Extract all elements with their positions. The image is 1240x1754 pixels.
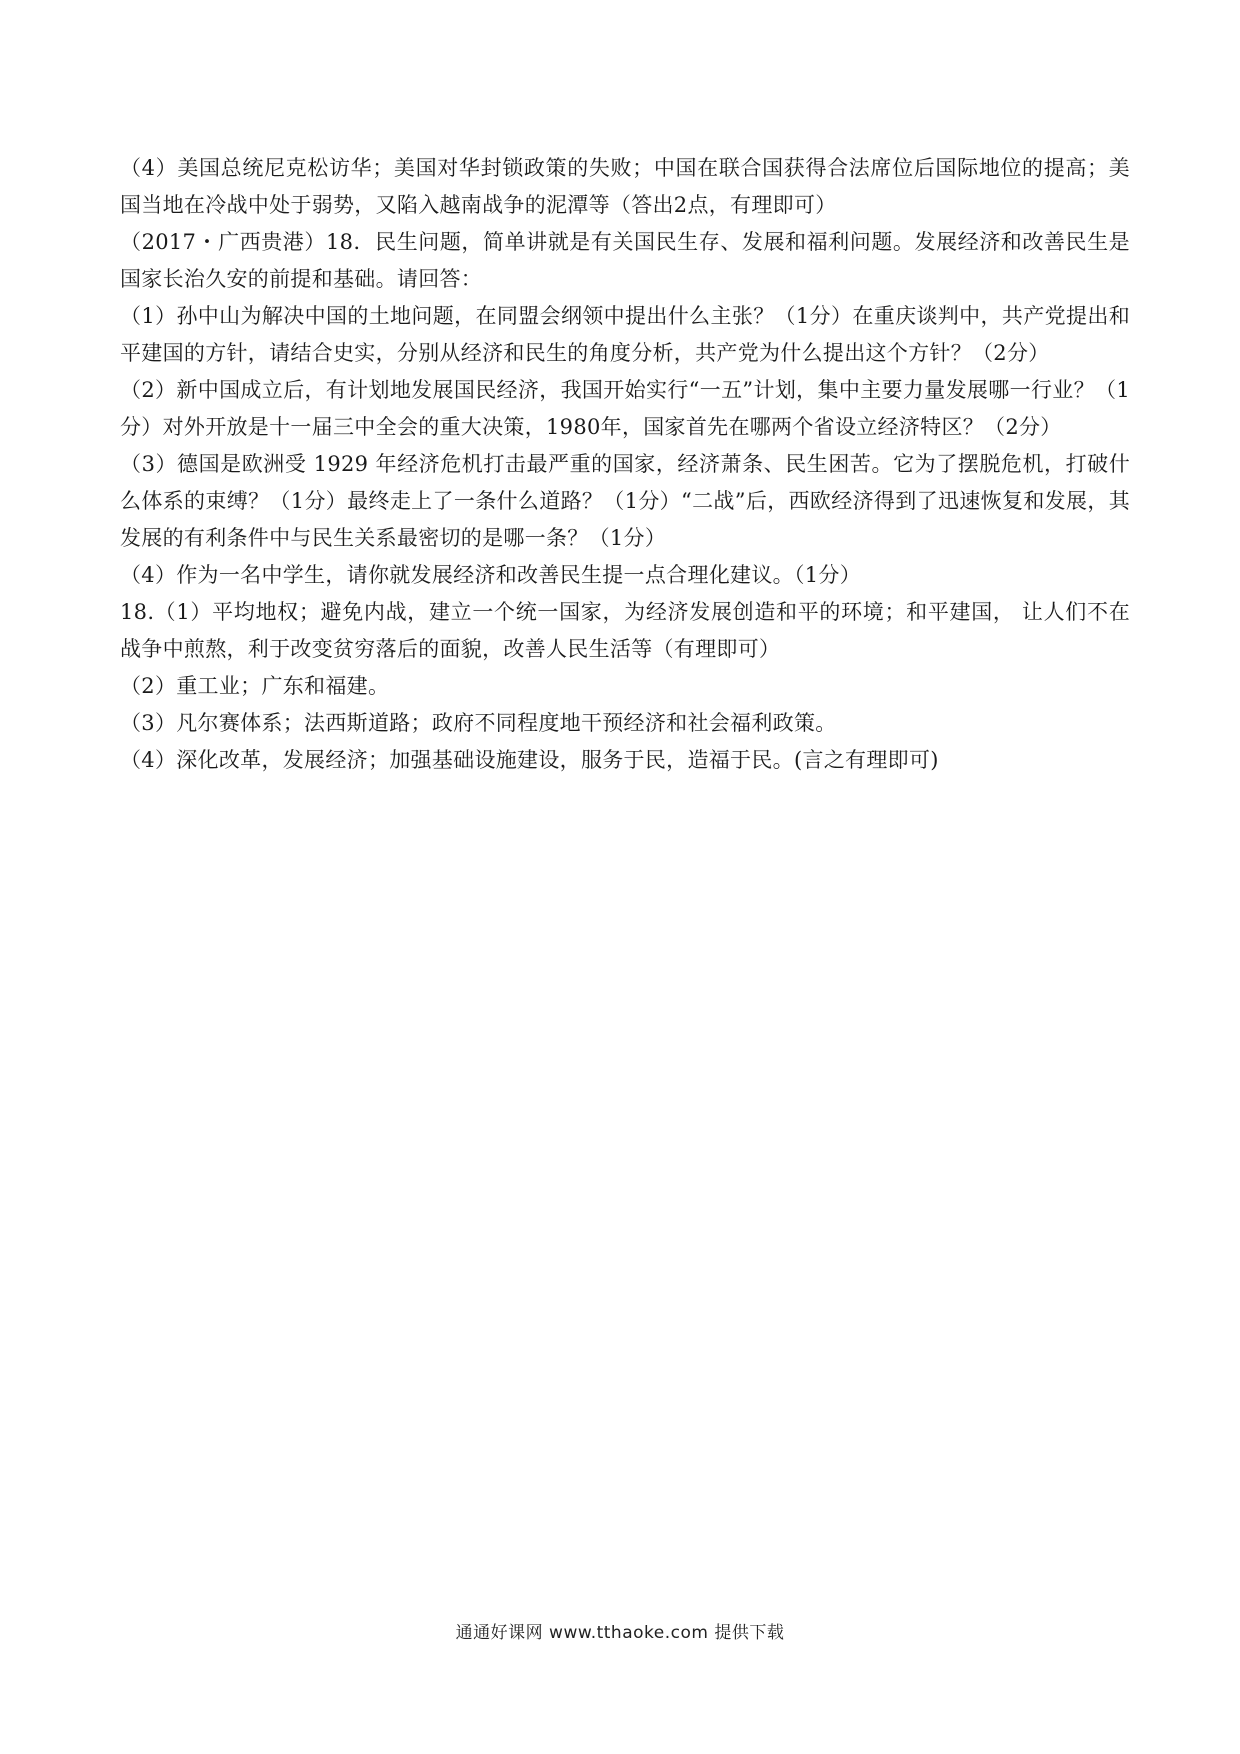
question-18-intro: （2017・广西贵港）18．民生问题，简单讲就是有关国民生存、发展和福利问题。发展经济和改善民生是国家长治久安的前提和基础。请回答： xyxy=(120,230,1130,291)
answer-18-part-2: （2）重工业；广东和福建。 xyxy=(120,674,390,698)
page-footer: 通通好课网 www.tthaoke.com 提供下载 xyxy=(455,1623,785,1643)
question-18-part-3: （3）德国是欧洲受 1929 年经济危机打击最严重的国家，经济萧条、民生困苦。它为了摆脱危机，打破什么体系的束缚？（1分）最终走上了一条什么道路？（1分）“二战”后，西欧经济得到了迅速恢复和发展，其发展的有利条件中与民生关系最密切的是哪一条？（1分） xyxy=(120,452,1130,550)
document-body xyxy=(120,150,1130,779)
answer-18-part-1: 18.（1）平均地权；避免内战，建立一个统一国家，为经济发展创造和平的环境；和平建国， 让人们不在战争中煎熬，利于改变贫穷落后的面貌，改善人民生活等（有理即可） xyxy=(120,600,1130,661)
question-18-part-2: （2）新中国成立后，有计划地发展国民经济，我国开始实行“一五”计划，集中主要力量发展哪一行业？（1分）对外开放是十一届三中全会的重大决策，1980年，国家首先在哪两个省设立经济特区？（2分） xyxy=(120,378,1130,439)
answer-18-part-4: （4）深化改革，发展经济；加强基础设施建设，服务于民，造福于民。(言之有理即可) xyxy=(120,748,939,772)
question-18-part-1: （1）孙中山为解决中国的土地问题，在同盟会纲领中提出什么主张？（1分）在重庆谈判中，共产党提出和平建国的方针，请结合史实，分别从经济和民生的角度分析，共产党为什么提出这个方针？（2分） xyxy=(120,304,1130,365)
question-18-part-4: （4）作为一名中学生，请你就发展经济和改善民生提一点合理化建议。（1分） xyxy=(120,563,862,587)
answer-18-part-3: （3）凡尔赛体系；法西斯道路；政府不同程度地干预经济和社会福利政策。 xyxy=(120,711,837,735)
answer-4-us-china-relations: （4）美国总统尼克松访华；美国对华封锁政策的失败；中国在联合国获得合法席位后国际地位的提高；美国当地在冷战中处于弱势，又陷入越南战争的泥潭等（答出2点，有理即可） xyxy=(120,156,1130,217)
